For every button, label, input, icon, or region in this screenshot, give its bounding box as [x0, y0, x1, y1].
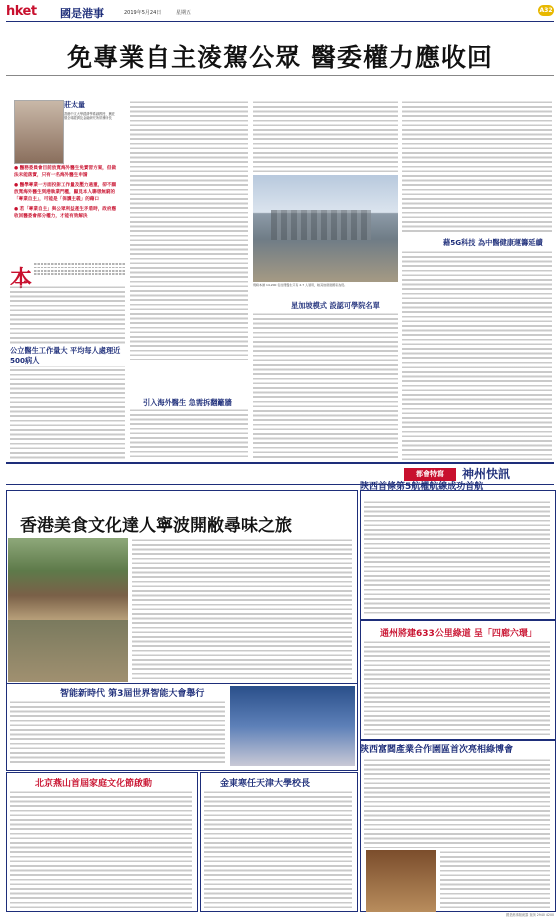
- author-photo: [14, 100, 64, 164]
- key-point: ● 醫學專業一方面投訴工作量及壓力過重，卻不願放寬海外醫生到港執業門檻，顯見本人聯想無窮的「專業自主」，可能是「保護主義」的藉口: [14, 182, 117, 203]
- shaanxi-park-text: [364, 758, 550, 848]
- page-number: A32: [539, 7, 553, 14]
- section-badge-metro: 都會特寫: [404, 468, 456, 481]
- beijing-story-text: [10, 790, 192, 908]
- main-headline: 免專業自主淩駕公眾 醫委權力應收回: [67, 43, 493, 72]
- tongzhou-title: 通州將建633公里綠道 呈「四廊六環」: [380, 629, 537, 639]
- key-point: ● 醫務委員會目前放寬海外醫生免實習方案，但做法未能落實，只有一名海外醫生申請: [14, 165, 117, 179]
- shaanxi-park-text-2: [440, 850, 550, 908]
- shaanxi-park-title: 陝西富閻產業合作園區首次亮相綠博會: [360, 745, 514, 755]
- food-story-title: 香港美食文化達人寧波開敝尋味之旅: [20, 516, 292, 536]
- ai-story-title: 智能新時代 第3屆世界智能大會舉行: [60, 689, 205, 699]
- food-story-photo-2: [8, 620, 128, 682]
- shaanxi-park-photo: [366, 850, 436, 912]
- tianjin-story-text: [204, 790, 352, 908]
- food-story-photo-1: [8, 538, 128, 620]
- body-column-4-text: [402, 100, 552, 235]
- headline-rule: [6, 75, 554, 76]
- section-divider: [6, 462, 554, 464]
- body-column-4b-text: [402, 250, 552, 460]
- author-name: 莊太量: [64, 101, 85, 109]
- ai-conference-photo: [230, 686, 355, 766]
- body-column-3b-text: [253, 312, 398, 460]
- subhead-2: 引入海外醫生 急需拆翻籬牆: [140, 398, 235, 408]
- subhead-4: 藉5G科技 為中醫健康運籌延續: [440, 238, 546, 248]
- key-points: [14, 165, 117, 223]
- footer-note: 國是港事版統籌 查詢 2940 4200: [506, 913, 554, 917]
- drop-cap: 本: [10, 266, 33, 292]
- subhead-3: 星加坡模式 設認可學院名單: [288, 301, 383, 311]
- header-rule: [6, 21, 554, 22]
- body-column-2-text: [130, 100, 248, 360]
- body-column-3-text: [253, 100, 398, 172]
- tongzhou-text: [364, 640, 550, 736]
- issue-date: 2019年5月24日: [124, 10, 162, 16]
- subhead-1: 公立醫生工作量大 平均每人處理近500病人: [10, 346, 125, 366]
- shaanxi-flight-text: [364, 500, 550, 616]
- hket-logo: hket: [6, 4, 37, 19]
- ai-story-text: [10, 700, 225, 766]
- section-title: 國是港事: [60, 7, 104, 20]
- hospital-skyline-photo: [253, 175, 398, 282]
- body-column-2b-text: [130, 408, 248, 460]
- key-point: ● 若「專業自主」與公眾利益產生矛盾時，政府應收回醫委會部分權力，才能有效解決: [14, 206, 117, 220]
- photo-caption: 現時本港 14,200 名註冊醫生只有 2.7 人須用，較其他發達國家為低。: [253, 283, 348, 287]
- section-badge-china: 神州快訊: [462, 467, 511, 481]
- body-column-1-text: [10, 285, 125, 460]
- beijing-story-title: 北京燕山首屆家庭文化節啟動: [35, 779, 153, 789]
- food-story-text: [132, 538, 352, 680]
- tianjin-story-title: 金東寒任天津大學校長: [220, 779, 311, 789]
- issue-weekday: 星期五: [176, 10, 192, 16]
- author-title: 香港中文大學經濟學系副教授、劉佐德全球經濟及金融研究所常務所長: [64, 112, 115, 121]
- shaanxi-flight-title: 陝西首條第5航權航線成功首航: [360, 482, 484, 492]
